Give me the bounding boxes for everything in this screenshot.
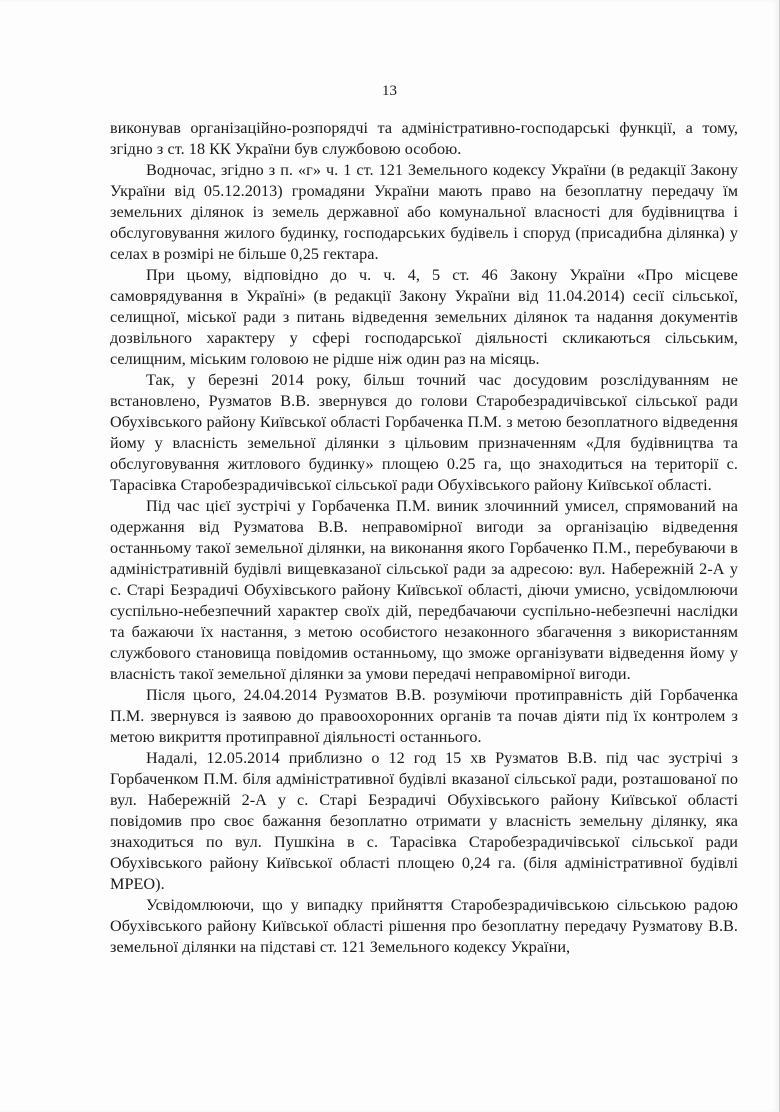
paragraph-3: При цьому, відповідно до ч. ч. 4, 5 ст. 46 Закону України «Про місцеве самоврядування в Україні» (в редакції Закону України від 11.04.2014) сесії сільської, селищної, міської ради з питань відведення земельних ділянок та надання документів дозвільного характеру у сфері господарської діяльності скликаються сільським, селищним, міським головою не рідше ніж один раз на місяць. xyxy=(110,266,738,368)
paragraph-8: Усвідомлюючи, що у випадку прийняття Старобезрадичівською сільською радою Обухівського району Київської області рішення про безоплатну передачу Рузматову В.В. земельної ділянки на підставі ст. 121 Земельного кодексу України, xyxy=(110,896,738,956)
paragraph-7: Надалі, 12.05.2014 приблизно о 12 год 15 хв Рузматов В.В. під час зустрічі з Горбаченком П.М. біля адміністративної будівлі вказаної сільської ради, розташованої по вул. Набережній 2-А у с. Старі Безрадичі Обухівського району Київської області повідомив про своє бажання безоплатно отримати у власність земельну ділянку, яка знаходиться по вул. Пушкіна в с. Тарасівка Старобезрадичівської сільської ради Обухівського району Київської області площею 0,24 га. (біля адміністративної будівлі МРЕО). xyxy=(110,749,738,893)
paragraph-5: Під час цієї зустрічі у Горбаченка П.М. виник злочинний умисел, спрямований на одержання від Рузматова В.В. неправомірної вигоди за організацію відведення останньому такої земельної ділянки, на виконання якого Горбаченко П.М., перебуваючи в адміністративній будівлі вищевказаної сільської ради за адресою: вул. Набережній 2-А у с. Старі Безрадичі Обухівського району Київської області, діючи умисно, усвідомлюючи суспільно-небезпечний характер своїх дій, передбачаючи суспільно-небезпечні наслідки та бажаючи їх настання, з метою особистого незаконного збагачення з використанням службового становища повідомив останньому, що зможе організувати відведення йому у власність такої земельної ділянки за умови передачі неправомірної вигоди. xyxy=(110,497,738,683)
paragraph-6: Після цього, 24.04.2014 Рузматов В.В. розуміючи протиправність дій Горбаченка П.М. звернувся із заявою до правоохоронних органів та почав діяти під їх контролем з метою викриття протиправної діяльності останнього. xyxy=(110,686,738,746)
document-body xyxy=(110,118,738,958)
page-number: 13 xyxy=(382,83,397,99)
paragraph-2: Водночас, згідно з п. «г» ч. 1 ст. 121 Земельного кодексу України (в редакції Закону України від 05.12.2013) громадяни України мають право на безоплатну передачу їм земельних ділянок із земель державної або комунальної власності для будівництва і обслуговування жилого будинку, господарських будівель і споруд (присадибна ділянка) у селах в розмірі не більше 0,25 гектара. xyxy=(110,161,738,263)
paragraph-1: виконував організаційно-розпорядчі та адміністративно-господарські функції, а тому, згідно з ст. 18 КК України був службовою особою. xyxy=(110,119,738,158)
paragraph-4: Так, у березні 2014 року, більш точний час досудовим розслідуванням не встановлено, Рузматов В.В. звернувся до голови Старобезрадичівської сільської ради Обухівського району Київської області Горбаченка П.М. з метою безоплатного відведення йому у власність земельної ділянки з цільовим призначенням «Для будівництва та обслуговування житлового будинку» площею 0.25 га, що знаходиться на території с. Тарасівка Старобезрадичівської сільської ради Обухівського району Київської області. xyxy=(110,371,738,494)
